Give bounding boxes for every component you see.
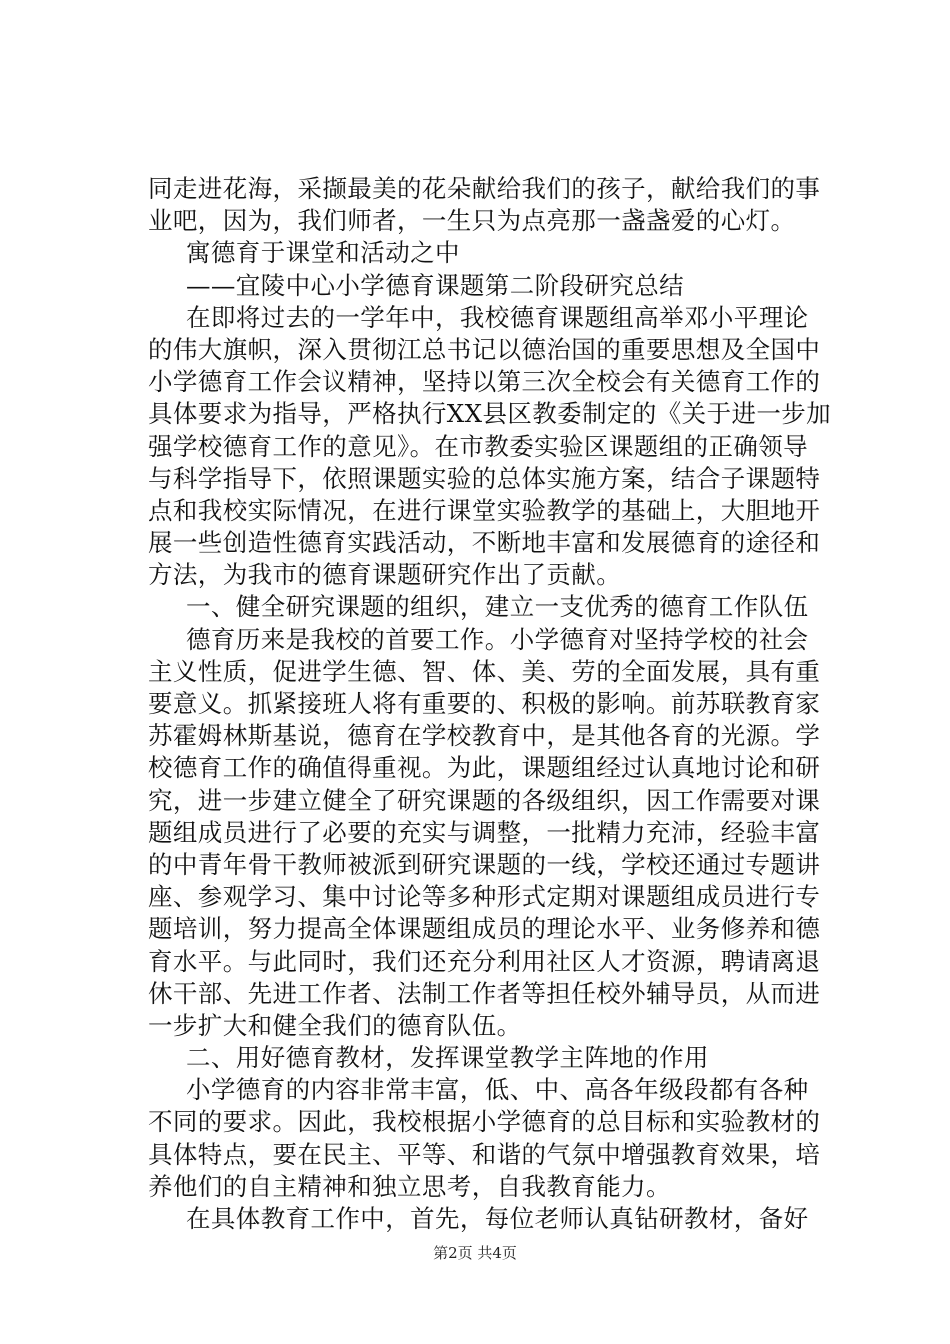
text-line: 不同的要求。因此，我校根据小学德育的总目标和实验教材的 [148,1107,821,1137]
text-line: 的伟大旗帜，深入贯彻江总书记以德治国的重要思想及全国中 [148,334,821,364]
text-line: 在具体教育工作中，首先，每位老师认真钻研教材，备好 [186,1204,809,1233]
text-line: 业吧，因为，我们师者，一生只为点亮那一盏盏爱的心灯。 [148,206,796,236]
text-line: 要意义。抓紧接班人将有重要的、积极的影响。前苏联教育家 [148,689,821,718]
document-body [148,173,832,1235]
text-line: 小学德育的内容非常丰富，低、中、高各年级段都有各种 [186,1075,809,1105]
text-line: 具体要求为指导，严格执行XX县区教委制定的《关于进一步加 [148,399,832,429]
text-line: 德育历来是我校的首要工作。小学德育对坚持学校的社会 [186,624,809,654]
text-line: 寓德育于课堂和活动之中 [186,238,460,268]
text-line: 与科学指导下，依照课题实验的总体实施方案，结合子课题特 [148,463,821,493]
text-line: 具体特点，要在民主、平等、和谐的气氛中增强教育效果，培 [148,1139,821,1169]
text-line: 同走进花海，采撷最美的花朵献给我们的孩子，献给我们的事 [148,174,821,203]
text-line: 方法，为我市的德育课题研究作出了贡献。 [148,560,622,590]
text-line: 主义性质，促进学生德、智、体、美、劳的全面发展，具有重 [148,656,821,686]
text-line: 休干部、先进工作者、法制工作者等担任校外辅导员，从而进 [148,978,821,1008]
text-line: 二、用好德育教材，发挥课堂教学主阵地的作用 [186,1043,709,1073]
text-line: 的中青年骨干教师被派到研究课题的一线，学校还通过专题讲 [148,849,821,879]
text-line: 座、参观学习、集中讨论等多种形式定期对课题组成员进行专 [148,882,821,912]
text-line: 苏霍姆林斯基说，德育在学校教育中，是其他各育的光源。学 [148,721,821,751]
text-line: 在即将过去的一学年中，我校德育课题组高举邓小平理论 [186,302,809,332]
text-line: 题培训，努力提高全体课题组成员的理论水平、业务修养和德 [148,914,821,944]
text-line: 校德育工作的确值得重视。为此，课题组经过认真地讨论和研 [148,753,821,783]
text-line: 题组成员进行了必要的充实与调整，一批精力充沛，经验丰富 [148,817,821,847]
text-line: 育水平。与此同时，我们还充分利用社区人才资源，聘请离退 [148,946,821,976]
text-line: 强学校德育工作的意见》。在市教委实验区课题组的正确领导 [148,431,809,461]
page-footer: 第2页 共4页 [433,1244,517,1262]
text-line: 养他们的自主精神和独立思考，自我教育能力。 [148,1171,671,1201]
text-line: 小学德育工作会议精神，坚持以第三次全校会有关德育工作的 [148,367,821,397]
text-line: 点和我校实际情况，在进行课堂实验教学的基础上，大胆地开 [148,495,821,525]
text-line: 一步扩大和健全我们的德育队伍。 [148,1010,522,1040]
text-line: ——宜陵中心小学德育课题第二阶段研究总结 [186,270,684,300]
text-line: 展一些创造性德育实践活动，不断地丰富和发展德育的途径和 [148,528,821,558]
text-line: 一、健全研究课题的组织，建立一支优秀的德育工作队伍 [186,592,809,622]
text-line: 究，进一步建立健全了研究课题的各级组织，因工作需要对课 [148,785,821,815]
